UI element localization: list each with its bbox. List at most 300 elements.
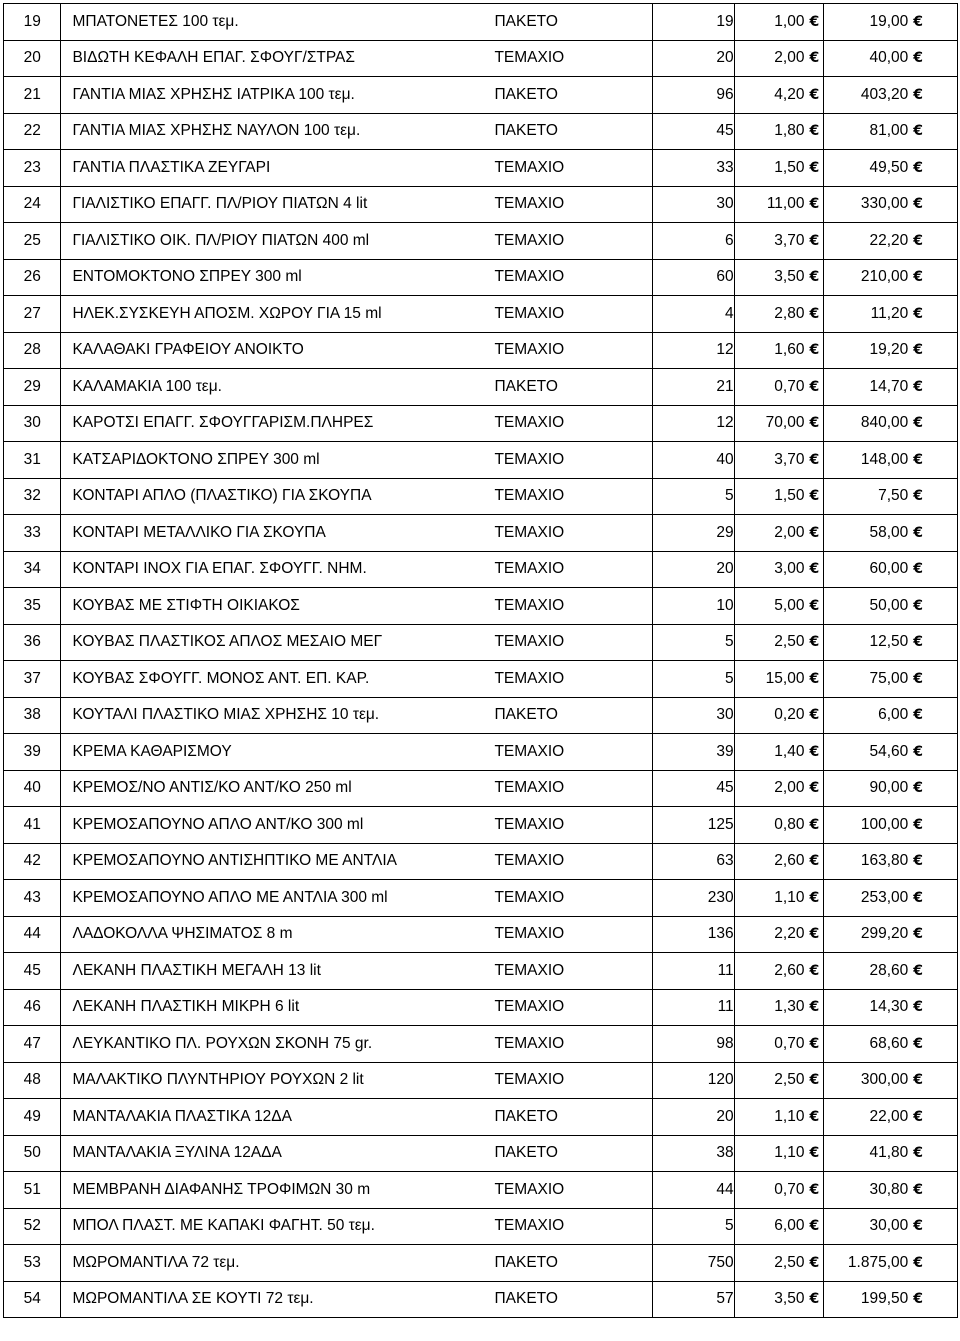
table-row	[4, 989, 958, 1026]
unit-price-cell	[734, 1135, 824, 1172]
unit-price-cell	[734, 1062, 824, 1099]
item-quantity-text: 44	[716, 1180, 734, 1198]
total-price-cell	[824, 551, 958, 588]
row-number	[4, 734, 61, 771]
total-price: 49,50	[869, 158, 909, 176]
unit-price-cell	[734, 551, 824, 588]
item-unit: ΠΑΚΕΤΟ	[494, 1107, 558, 1125]
item-unit: ΠΑΚΕΤΟ	[494, 706, 558, 724]
total-price: 840,00	[860, 414, 909, 432]
unit-price: 1,60	[774, 341, 805, 359]
row-number-text: 40	[23, 779, 41, 797]
euro-icon: €	[913, 1072, 923, 1089]
total-price-cell	[824, 843, 958, 880]
total-price: 50,00	[869, 596, 909, 614]
table-row	[4, 223, 958, 260]
table-row	[4, 405, 958, 442]
item-description: ΚΟΝΤΑΡΙ ΙΝΟΧ ΓΙΑ ΕΠΑΓ. ΣΦΟΥΓΓ. ΝΗΜ.	[72, 560, 367, 578]
euro-icon: €	[913, 743, 923, 760]
table-row	[4, 624, 958, 661]
table-row	[4, 442, 958, 479]
item-description: ΚΡΕΜΑ ΚΑΘΑΡΙΣΜΟΥ	[72, 742, 232, 760]
total-price: 22,00	[869, 1107, 909, 1125]
row-number	[4, 588, 61, 625]
item-description: ΚΟΥΒΑΣ ΠΛΑΣΤΙΚΟΣ ΑΠΛΟΣ ΜΕΣΑΙΟ ΜΕΓ	[72, 633, 383, 651]
table-row	[4, 259, 958, 296]
unit-price: 1,50	[774, 158, 805, 176]
euro-icon: €	[809, 305, 820, 322]
item-quantity-text: 63	[716, 852, 734, 870]
euro-icon: €	[913, 415, 923, 432]
unit-price: 5,00	[774, 596, 805, 614]
unit-price: 3,50	[774, 268, 805, 286]
item-quantity-text: 20	[716, 560, 734, 578]
row-number	[4, 113, 61, 150]
euro-icon: €	[913, 1108, 923, 1125]
item-cell-content	[61, 588, 651, 624]
item-quantity	[652, 1208, 734, 1245]
unit-price-cell	[734, 1208, 824, 1245]
euro-icon: €	[913, 853, 923, 870]
row-number	[4, 332, 61, 369]
item-description: ΚΑΤΣΑΡΙΔΟΚΤΟΝΟ ΣΠΡΕΥ 300 ml	[72, 450, 320, 468]
item-description: ΓΑΝΤΙΑ ΜΙΑΣ ΧΡΗΣΗΣ ΙΑΤΡΙΚΑ 100 τεμ.	[72, 85, 355, 103]
item-quantity-text: 98	[716, 1034, 734, 1052]
item-unit: ΠΑΚΕΤΟ	[494, 1290, 558, 1308]
item-unit: ΤΕΜΑΧΙΟ	[494, 742, 565, 760]
item-cell-content	[61, 552, 651, 588]
euro-icon: €	[809, 926, 820, 943]
unit-price-cell	[734, 588, 824, 625]
item-cell-content	[61, 1209, 651, 1245]
unit-price-cell	[734, 1026, 824, 1063]
row-number	[4, 296, 61, 333]
row-number	[4, 807, 61, 844]
euro-icon: €	[913, 962, 923, 979]
row-number-text: 45	[23, 961, 41, 979]
euro-icon: €	[913, 342, 923, 359]
item-unit: ΤΕΜΑΧΙΟ	[494, 268, 565, 286]
item-quantity-text: 136	[707, 925, 734, 943]
item-description: ΜΑΝΤΑΛΑΚΙΑ ΞΥΛΙΝΑ 12ΑΔΑ	[72, 1144, 282, 1162]
unit-price: 2,50	[774, 1071, 805, 1089]
total-price-cell	[824, 113, 958, 150]
euro-icon: €	[913, 1145, 923, 1162]
unit-price: 2,60	[774, 852, 805, 870]
item-unit: ΠΑΚΕΤΟ	[494, 12, 558, 30]
euro-icon: €	[809, 488, 820, 505]
euro-icon: €	[913, 86, 923, 103]
item-cell-content	[61, 77, 651, 113]
table-row	[4, 1245, 958, 1282]
total-price: 11,20	[870, 304, 909, 322]
euro-icon: €	[809, 743, 820, 760]
euro-icon: €	[809, 889, 820, 906]
unit-price-cell	[734, 40, 824, 77]
item-cell-content	[61, 1245, 651, 1281]
unit-price: 15,00	[765, 669, 805, 687]
item-cell-content	[61, 406, 651, 442]
item-cell-content	[61, 807, 651, 843]
euro-icon: €	[809, 451, 820, 468]
item-quantity	[652, 880, 734, 917]
item-quantity	[652, 478, 734, 515]
price-table	[3, 3, 958, 1318]
item-unit: ΤΕΜΑΧΙΟ	[494, 560, 565, 578]
item-cell	[61, 478, 652, 515]
unit-price-cell	[734, 186, 824, 223]
item-cell	[61, 770, 652, 807]
item-unit: ΤΕΜΑΧΙΟ	[494, 815, 565, 833]
table-row	[4, 661, 958, 698]
euro-icon: €	[809, 86, 820, 103]
item-description: ΓΙΑΛΙΣΤΙΚΟ ΕΠΑΓΓ. ΠΛ/ΡΙΟΥ ΠΙΑΤΩΝ 4 lit	[72, 195, 368, 213]
euro-icon: €	[809, 1072, 820, 1089]
row-number-text: 41	[23, 815, 41, 833]
unit-price-cell	[734, 1099, 824, 1136]
euro-icon: €	[809, 196, 820, 213]
row-number-text: 47	[23, 1034, 41, 1052]
unit-price-cell	[734, 953, 824, 990]
total-price-cell	[824, 953, 958, 990]
unit-price-cell	[734, 478, 824, 515]
total-price: 299,20	[860, 925, 909, 943]
euro-icon: €	[809, 1218, 820, 1235]
item-unit: ΤΕΜΑΧΙΟ	[494, 1180, 565, 1198]
table-row	[4, 880, 958, 917]
item-quantity	[652, 1099, 734, 1136]
table-row	[4, 4, 958, 41]
item-quantity-text: 57	[716, 1290, 734, 1308]
table-row	[4, 916, 958, 953]
euro-icon: €	[913, 50, 923, 67]
euro-icon: €	[913, 305, 923, 322]
unit-price: 2,80	[774, 304, 805, 322]
row-number	[4, 770, 61, 807]
table-row	[4, 770, 958, 807]
euro-icon: €	[913, 159, 923, 176]
total-price-cell	[824, 405, 958, 442]
row-number	[4, 1135, 61, 1172]
item-cell-content	[61, 953, 651, 989]
row-number-text: 26	[23, 268, 41, 286]
item-unit: ΤΕΜΑΧΙΟ	[494, 414, 565, 432]
item-cell	[61, 916, 652, 953]
table-row	[4, 807, 958, 844]
euro-icon: €	[913, 269, 923, 286]
item-unit: ΠΑΚΕΤΟ	[494, 1253, 558, 1271]
unit-price-cell	[734, 661, 824, 698]
unit-price-cell	[734, 515, 824, 552]
euro-icon: €	[809, 816, 820, 833]
total-price: 199,50	[860, 1290, 909, 1308]
item-cell-content	[61, 442, 651, 478]
item-quantity-text: 10	[716, 596, 734, 614]
total-price-cell	[824, 624, 958, 661]
row-number	[4, 551, 61, 588]
total-price: 22,20	[869, 231, 909, 249]
euro-icon: €	[809, 342, 820, 359]
euro-icon: €	[913, 378, 923, 395]
row-number	[4, 223, 61, 260]
item-cell-content	[61, 187, 651, 223]
table-row	[4, 551, 958, 588]
item-quantity-text: 5	[725, 487, 734, 505]
total-price-cell	[824, 296, 958, 333]
item-quantity-text: 29	[716, 523, 734, 541]
item-unit: ΠΑΚΕΤΟ	[494, 377, 558, 395]
item-description: ΚΟΝΤΑΡΙ ΑΠΛΟ (ΠΛΑΣΤΙΚΟ) ΓΙΑ ΣΚΟΥΠΑ	[72, 487, 372, 505]
unit-price: 6,00	[774, 1217, 805, 1235]
total-price-cell	[824, 1281, 958, 1318]
total-price: 60,00	[869, 560, 909, 578]
unit-price-cell	[734, 1281, 824, 1318]
item-unit: ΤΕΜΑΧΙΟ	[494, 633, 565, 651]
unit-price: 0,20	[774, 706, 805, 724]
row-number-text: 32	[23, 487, 41, 505]
row-number	[4, 150, 61, 187]
euro-icon: €	[913, 780, 923, 797]
item-quantity-text: 40	[716, 450, 734, 468]
euro-icon: €	[809, 232, 820, 249]
unit-price-cell	[734, 916, 824, 953]
item-description: ΚΡΕΜΟΣΑΠΟΥΝΟ ΑΠΛΟ ΜΕ ΑΝΤΛΙΑ 300 ml	[72, 888, 388, 906]
total-price: 58,00	[869, 523, 909, 541]
item-cell-content	[61, 515, 651, 551]
item-cell	[61, 588, 652, 625]
item-description: ΛΕΚΑΝΗ ΠΛΑΣΤΙΚΗ ΜΕΓΑΛΗ 13 lit	[72, 961, 321, 979]
unit-price-cell	[734, 259, 824, 296]
item-cell-content	[61, 1063, 651, 1099]
row-number	[4, 4, 61, 41]
item-quantity	[652, 624, 734, 661]
total-price: 81,00	[869, 122, 909, 140]
row-number-text: 21	[23, 85, 41, 103]
total-price-cell	[824, 697, 958, 734]
item-description: ΕΝΤΟΜΟΚΤΟΝΟ ΣΠΡΕΥ 300 ml	[72, 268, 302, 286]
item-unit: ΠΑΚΕΤΟ	[494, 122, 558, 140]
row-number-text: 29	[23, 377, 41, 395]
item-quantity-text: 19	[716, 12, 734, 30]
item-quantity-text: 230	[707, 888, 734, 906]
euro-icon: €	[809, 123, 820, 140]
item-unit: ΤΕΜΑΧΙΟ	[494, 523, 565, 541]
total-price-cell	[824, 880, 958, 917]
item-unit: ΤΕΜΑΧΙΟ	[494, 596, 565, 614]
item-description: ΚΡΕΜΟΣΑΠΟΥΝΟ ΑΝΤΙΣΗΠΤΙΚΟ ΜΕ ΑΝΤΛΙΑ	[72, 852, 397, 870]
item-description: ΜΩΡΟΜΑΝΤΙΛΑ ΣΕ ΚΟΥΤΙ 72 τεμ.	[72, 1290, 314, 1308]
euro-icon: €	[809, 561, 820, 578]
item-quantity-text: 5	[725, 1217, 734, 1235]
row-number-text: 43	[23, 888, 41, 906]
euro-icon: €	[809, 634, 820, 651]
total-price-cell	[824, 442, 958, 479]
item-description: ΚΡΕΜΟΣΑΠΟΥΝΟ ΑΠΛΟ ΑΝΤ/ΚΟ 300 ml	[72, 815, 364, 833]
item-unit: ΤΕΜΑΧΙΟ	[494, 1034, 565, 1052]
row-number	[4, 1099, 61, 1136]
euro-icon: €	[913, 123, 923, 140]
total-price: 19,20	[869, 341, 909, 359]
total-price-cell	[824, 770, 958, 807]
item-unit: ΤΕΜΑΧΙΟ	[494, 49, 565, 67]
total-price-cell	[824, 369, 958, 406]
item-cell-content	[61, 296, 651, 332]
total-price: 403,20	[860, 85, 909, 103]
euro-icon: €	[809, 1145, 820, 1162]
item-quantity	[652, 1281, 734, 1318]
row-number	[4, 478, 61, 515]
item-quantity-text: 45	[716, 779, 734, 797]
euro-icon: €	[809, 1254, 820, 1271]
unit-price-cell	[734, 223, 824, 260]
item-quantity	[652, 1172, 734, 1209]
row-number-text: 51	[23, 1180, 41, 1198]
item-description: ΜΑΝΤΑΛΑΚΙΑ ΠΛΑΣΤΙΚΑ 12ΔΑ	[72, 1107, 292, 1125]
row-number	[4, 186, 61, 223]
euro-icon: €	[809, 780, 820, 797]
item-cell	[61, 369, 652, 406]
euro-icon: €	[809, 13, 820, 30]
item-cell	[61, 442, 652, 479]
item-quantity	[652, 661, 734, 698]
total-price: 163,80	[860, 852, 909, 870]
item-cell	[61, 515, 652, 552]
unit-price: 1,10	[774, 1144, 805, 1162]
total-price: 19,00	[869, 12, 909, 30]
row-number	[4, 916, 61, 953]
item-cell	[61, 77, 652, 114]
euro-icon: €	[809, 50, 820, 67]
table-row	[4, 40, 958, 77]
total-price: 148,00	[860, 450, 909, 468]
unit-price: 0,70	[774, 377, 805, 395]
total-price: 330,00	[860, 195, 909, 213]
item-quantity	[652, 588, 734, 625]
total-price-cell	[824, 186, 958, 223]
item-unit: ΤΕΜΑΧΙΟ	[494, 450, 565, 468]
unit-price-cell	[734, 405, 824, 442]
table-body	[4, 4, 958, 1318]
item-description: ΜΠΑΤΟΝΕΤΕΣ 100 τεμ.	[72, 12, 239, 30]
row-number	[4, 369, 61, 406]
item-quantity-text: 11	[717, 998, 734, 1016]
row-number	[4, 880, 61, 917]
item-quantity	[652, 77, 734, 114]
item-cell-content	[61, 4, 651, 40]
item-cell-content	[61, 223, 651, 259]
item-description: ΜΕΜΒΡΑΝΗ ΔΙΑΦΑΝΗΣ ΤΡΟΦΙΜΩΝ 30 m	[72, 1180, 371, 1198]
table-row	[4, 843, 958, 880]
total-price: 75,00	[869, 669, 909, 687]
row-number	[4, 1281, 61, 1318]
item-cell	[61, 223, 652, 260]
unit-price-cell	[734, 1172, 824, 1209]
item-quantity-text: 20	[716, 1107, 734, 1125]
item-cell	[61, 880, 652, 917]
euro-icon: €	[913, 13, 923, 30]
total-price-cell	[824, 734, 958, 771]
item-quantity-text: 39	[716, 742, 734, 760]
euro-icon: €	[913, 634, 923, 651]
item-cell	[61, 661, 652, 698]
row-number-text: 25	[23, 231, 41, 249]
item-description: ΓΑΝΤΙΑ ΠΛΑΣΤΙΚΑ ΖΕΥΓΑΡΙ	[72, 158, 271, 176]
row-number-text: 27	[23, 304, 41, 322]
row-number-text: 37	[23, 669, 41, 687]
item-cell	[61, 989, 652, 1026]
euro-icon: €	[809, 1181, 820, 1198]
total-price: 100,00	[860, 815, 909, 833]
euro-icon: €	[913, 1291, 923, 1308]
row-number-text: 30	[23, 414, 41, 432]
total-price-cell	[824, 1099, 958, 1136]
item-cell	[61, 332, 652, 369]
euro-icon: €	[809, 415, 820, 432]
row-number	[4, 77, 61, 114]
unit-price-cell	[734, 113, 824, 150]
total-price-cell	[824, 588, 958, 625]
item-quantity	[652, 770, 734, 807]
euro-icon: €	[913, 524, 923, 541]
total-price-cell	[824, 661, 958, 698]
unit-price-cell	[734, 150, 824, 187]
item-unit: ΤΕΜΑΧΙΟ	[494, 998, 565, 1016]
item-quantity	[652, 734, 734, 771]
total-price: 300,00	[860, 1071, 909, 1089]
table-row	[4, 150, 958, 187]
euro-icon: €	[913, 1218, 923, 1235]
item-cell	[61, 697, 652, 734]
euro-icon: €	[809, 707, 820, 724]
item-quantity	[652, 515, 734, 552]
item-quantity-text: 96	[716, 85, 734, 103]
item-cell	[61, 807, 652, 844]
item-cell-content	[61, 150, 651, 186]
item-quantity	[652, 223, 734, 260]
item-quantity-text: 33	[716, 158, 734, 176]
item-quantity	[652, 1135, 734, 1172]
row-number	[4, 989, 61, 1026]
euro-icon: €	[913, 926, 923, 943]
item-quantity	[652, 186, 734, 223]
row-number	[4, 442, 61, 479]
unit-price-cell	[734, 843, 824, 880]
euro-icon: €	[913, 451, 923, 468]
item-quantity	[652, 989, 734, 1026]
item-cell	[61, 1135, 652, 1172]
unit-price-cell	[734, 734, 824, 771]
unit-price-cell	[734, 880, 824, 917]
item-quantity-text: 30	[716, 706, 734, 724]
item-cell	[61, 405, 652, 442]
item-description: ΚΡΕΜΟΣ/ΝΟ ΑΝΤΙΣ/ΚΟ ΑΝΤ/ΚΟ 250 ml	[72, 779, 352, 797]
unit-price: 2,50	[774, 1253, 805, 1271]
item-quantity	[652, 1245, 734, 1282]
item-quantity	[652, 442, 734, 479]
item-cell-content	[61, 1026, 651, 1062]
item-quantity	[652, 4, 734, 41]
row-number	[4, 697, 61, 734]
item-description: ΓΑΝΤΙΑ ΜΙΑΣ ΧΡΗΣΗΣ ΝΑΥΛΟΝ 100 τεμ.	[72, 122, 361, 140]
item-description: ΚΟΝΤΑΡΙ ΜΕΤΑΛΛΙΚΟ ΓΙΑ ΣΚΟΥΠΑ	[72, 523, 326, 541]
table-row	[4, 369, 958, 406]
unit-price-cell	[734, 697, 824, 734]
row-number-text: 22	[23, 122, 41, 140]
item-quantity-text: 11	[717, 961, 734, 979]
row-number-text: 38	[23, 706, 41, 724]
item-cell-content	[61, 844, 651, 880]
row-number	[4, 624, 61, 661]
